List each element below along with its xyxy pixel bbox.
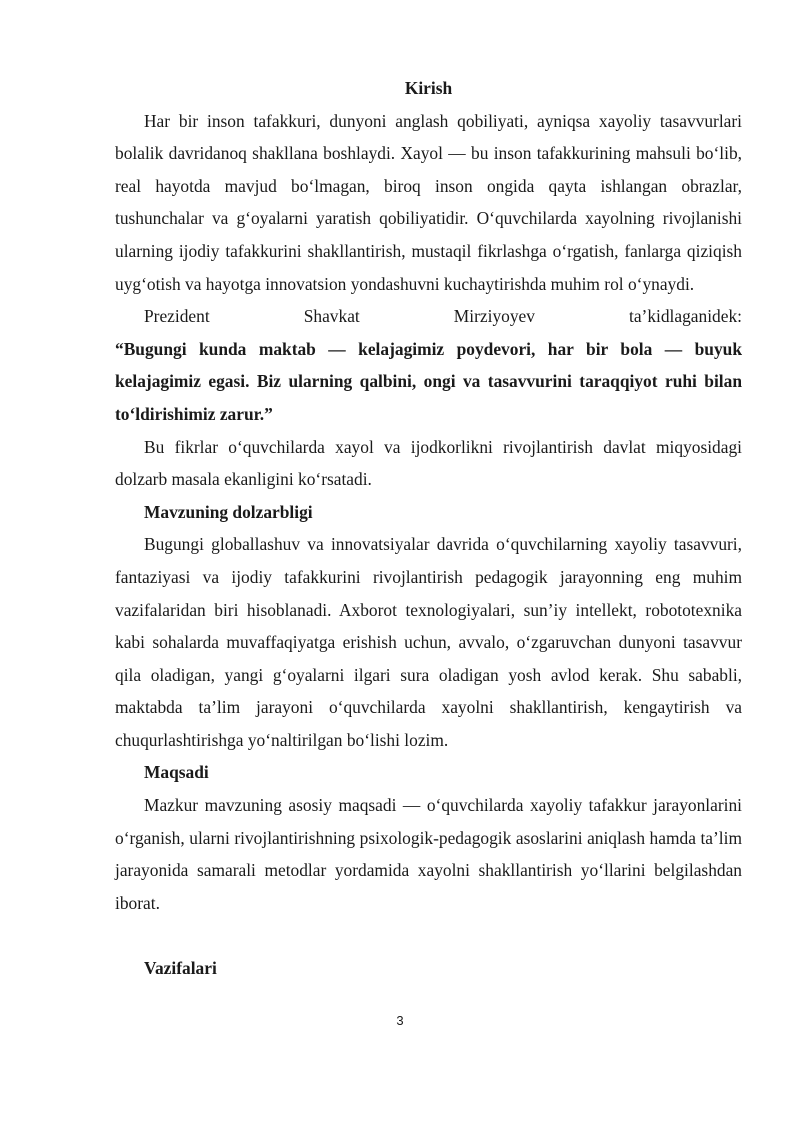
document-page	[115, 72, 742, 985]
page-title: Kirish	[404, 78, 453, 98]
goal-paragraph: Mazkur mavzuning asosiy maqsadi — o‘quvchilarda xayoliy tafakkur jarayonlarini o‘rganish, ularni rivojlantirishning psixologik-pedagogik asoslarini aniqlash hamda ta’lim jarayonida samarali metodlar yordamida xayolni shakllantirish yo‘llarini belgilashdan iborat.	[115, 795, 742, 913]
relevance-heading: Mavzuning dolzarbligi	[144, 501, 313, 522]
relevance-paragraph: Bugungi globallashuv va innovatsiyalar davrida o‘quvchilarning xayoliy tasavvuri, fantaziyasi va ijodiy tafakkurini rivojlantirish pedagogik jarayonning eng muhim vazifalaridan biri hisoblanadi. Axborot texnologiyalari, sun’iy intellekt, robototexnika kabi sohalarda muvaffaqiyatga erishish uchun, avvalo, o‘zgaruvchan dunyoni tasavvur qila oladigan, yangi g‘oyalarni ilgari sura oladigan yosh avlod kerak. Shu sababli, maktabda ta’lim jarayoni o‘quvchilarda xayolni shakllantirish, kengaytirish va chuqurlashtirishga yo‘naltirilgan bo‘lishi lozim.	[115, 534, 742, 750]
tasks-heading: Vazifalari	[144, 958, 217, 979]
goal-heading: Maqsadi	[144, 762, 209, 783]
page-number: 3	[396, 1013, 404, 1028]
blank-line	[115, 919, 742, 952]
quote-followup-paragraph: Bu fikrlar o‘quvchilarda xayol va ijodkorlikni rivojlantirish davlat miqyosidagi dolzarb masala ekanligini ko‘rsatadi.	[115, 436, 742, 490]
quote-intro: Prezident Shavkat Mirziyoyev ta’kidlaganidek:	[144, 306, 742, 327]
intro-paragraph: Har bir inson tafakkuri, dunyoni anglash qobiliyati, ayniqsa xayoliy tasavvurlari bolalik davridanoq shakllana boshlaydi. Xayol — bu inson tafakkurining mahsuli bo‘lib, real hayotda mavjud bo‘lmagan, biroq inson ongida qayta ishlangan obrazlar, tushunchalar va g‘oyalarni yaratish qobiliyatidir. O‘quvchilarda xayolning rivojlanishi ularning ijodiy tafakkurini shakllantirish, mustaqil fikrlashga o‘rgatish, fanlarga qiziqish uyg‘otish va hayotga innovatsion yondashuvni kuchaytirishda muhim rol o‘ynaydi.	[115, 110, 742, 294]
president-quote: “Bugungi kunda maktab — kelajagimiz poydevori, har bir bola — buyuk kelajagimiz egasi. Biz ularning qalbini, ongi va tasavvurini taraqqiyot ruhi bilan to‘ldirishimiz zarur.”	[115, 338, 742, 424]
